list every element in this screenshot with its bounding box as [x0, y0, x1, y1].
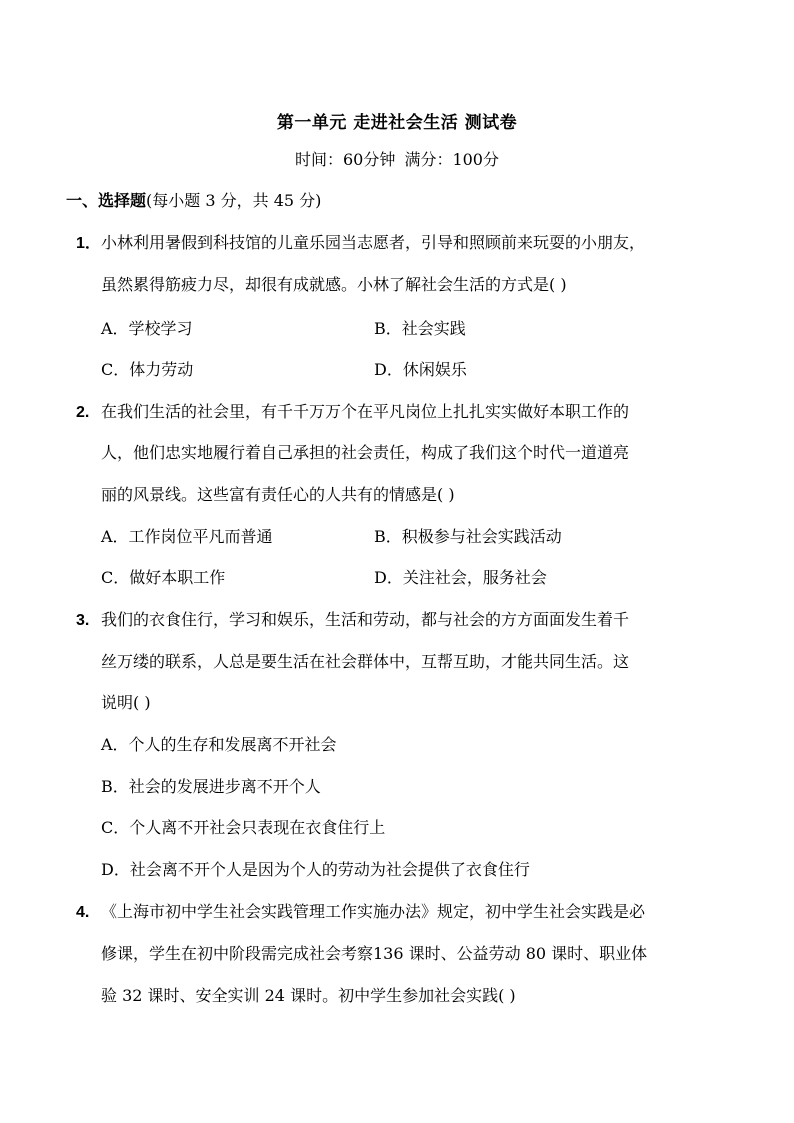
page-title: 第一单元 走进社会生活 测试卷 [276, 113, 518, 133]
question-1-option-a: A．学校学习 [101, 319, 193, 338]
question-3-line-2: 丝万缕的联系，人总是要生活在社会群体中，互帮互助，才能共同生活。这 [101, 652, 630, 671]
question-2-option-a: A．工作岗位平凡而普通 [101, 527, 273, 546]
question-2-line-1 [76, 399, 629, 422]
question-number: 1． [76, 235, 101, 252]
question-3-line-1 [76, 607, 629, 630]
question-3-option-a: A．个人的生存和发展离不开社会 [101, 735, 337, 754]
exam-info: 时间：60分钟 满分：100分 [295, 150, 499, 169]
section-heading [66, 188, 321, 211]
question-1-option-d: D．休闲娱乐 [374, 360, 467, 379]
question-4-line-1 [76, 899, 645, 922]
question-4-line-2: 修课，学生在初中阶段需完成社会考察136 课时、公益劳动 80 课时、职业体 [101, 944, 648, 963]
question-3-option-c: C．个人离不开社会只表现在衣食住行上 [101, 818, 386, 837]
question-1-option-c: C．体力劳动 [101, 360, 194, 379]
question-1-line-1 [76, 230, 645, 253]
question-1-line-2: 虽然累得筋疲力尽，却很有成就感。小林了解社会生活的方式是( ) [101, 275, 567, 294]
question-2-option-c: C．做好本职工作 [101, 568, 226, 587]
question-3-line-3: 说明( ) [101, 693, 151, 712]
question-2-line-2: 人，他们忠实地履行着自己承担的社会责任，构成了我们这个时代一道道亮 [101, 443, 630, 462]
question-2-option-d: D．关注社会，服务社会 [374, 568, 547, 587]
question-text: 小林利用暑假到科技馆的儿童乐园当志愿者，引导和照顾前来玩耍的小朋友， [101, 233, 646, 252]
question-text: 《上海市初中学生社会实践管理工作实施办法》规定，初中学生社会实践是必 [101, 902, 646, 921]
question-3-option-d: D．社会离不开个人是因为个人的劳动为社会提供了衣食住行 [101, 860, 530, 879]
question-text: 在我们生活的社会里，有千千万万个在平凡岗位上扎扎实实做好本职工作的 [101, 402, 630, 421]
question-2-line-3: 丽的风景线。这些富有责任心的人共有的情感是( ) [101, 485, 455, 504]
question-number: 4. [76, 904, 90, 921]
question-number: 2. [76, 404, 90, 421]
question-2-option-b: B．积极参与社会实践活动 [374, 527, 562, 546]
question-text: 我们的衣食住行，学习和娱乐，生活和劳动，都与社会的方方面面发生着千 [101, 610, 630, 629]
question-4-line-3: 验 32 课时、安全实训 24 课时。初中学生参加社会实践( ) [101, 986, 516, 1005]
question-number: 3. [76, 612, 90, 629]
section-scoring-note: (每小题 3 分，共 45 分) [146, 191, 322, 210]
section-title: 一、选择题 [66, 191, 147, 210]
question-1-option-b: B．社会实践 [374, 319, 466, 338]
question-3-option-b: B．社会的发展进步离不开个人 [101, 777, 321, 796]
